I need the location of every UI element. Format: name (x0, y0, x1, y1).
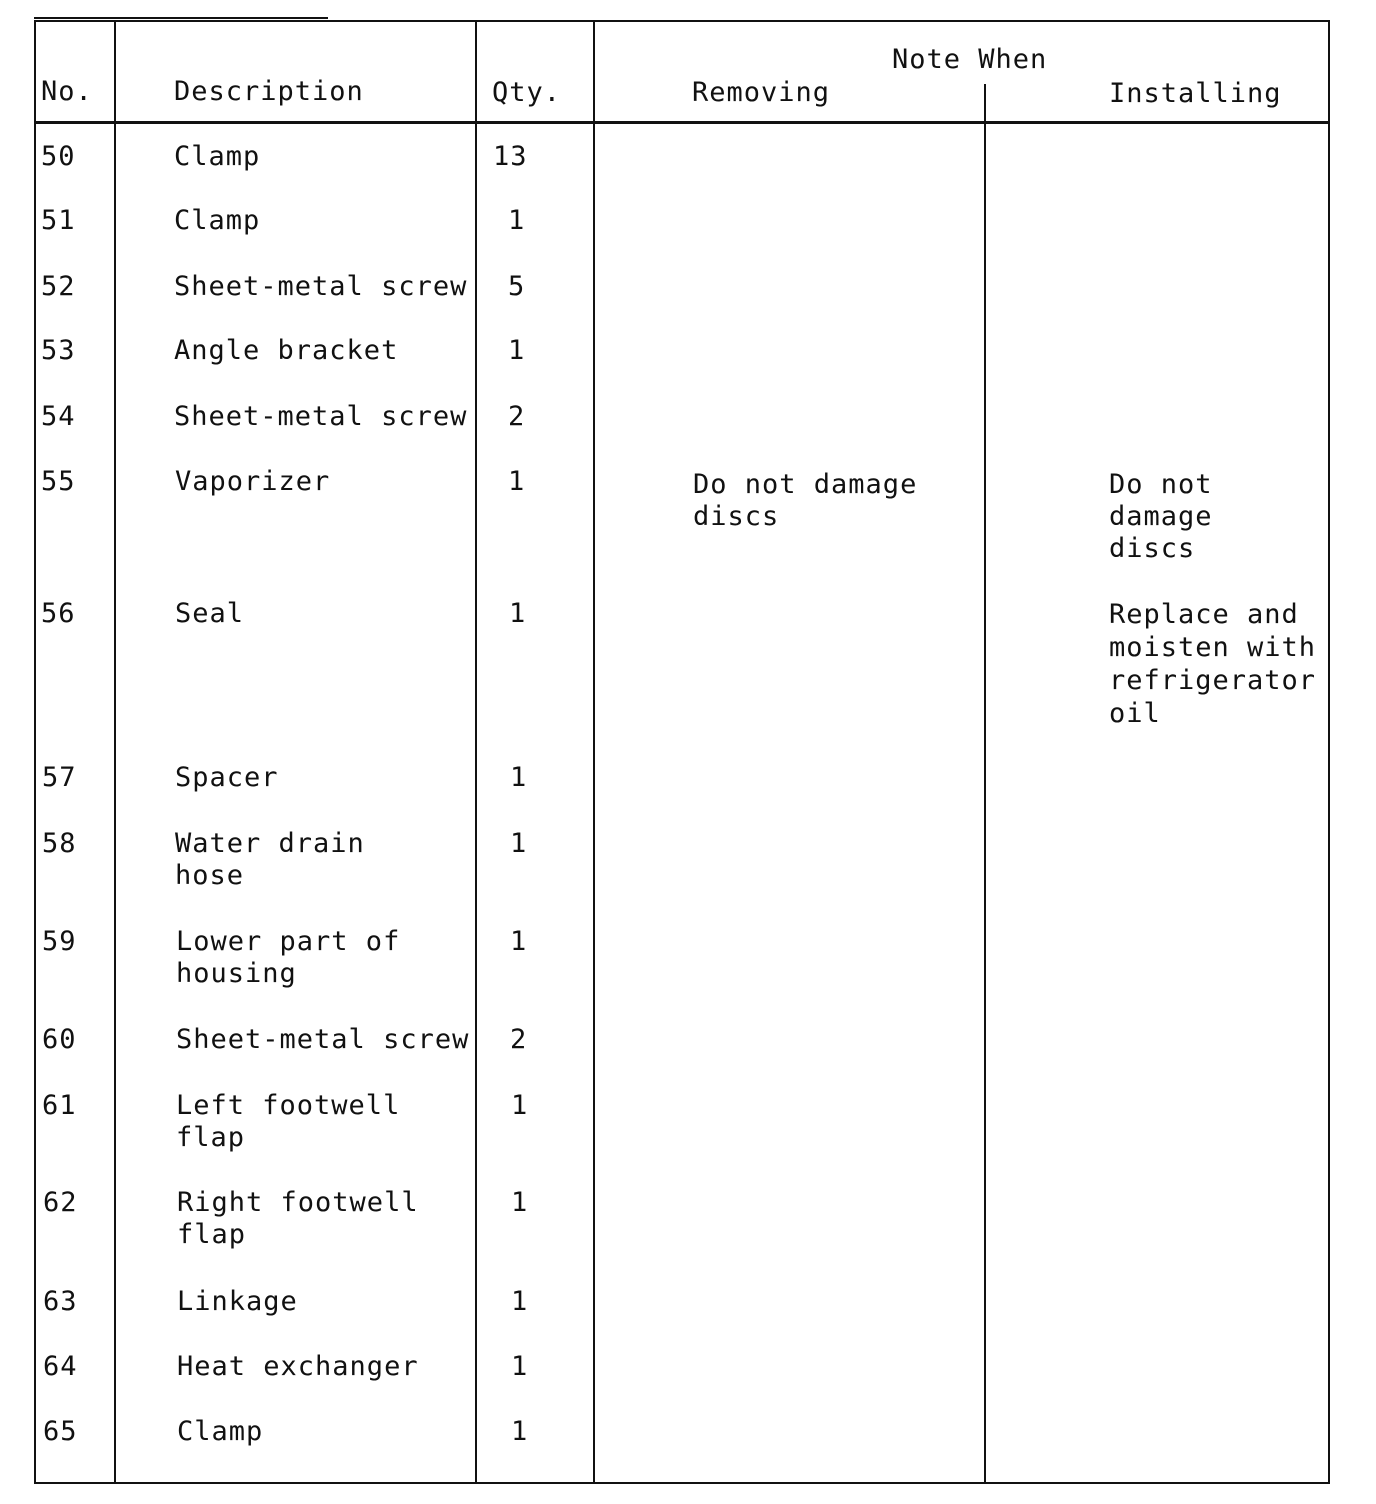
header-removing: Removing (692, 77, 831, 108)
row-description: Clamp (174, 141, 261, 172)
row-no: 60 (42, 1024, 77, 1055)
row-no: 65 (43, 1416, 78, 1447)
header-note-when: Note When (892, 44, 1048, 75)
row-description: Left footwell flap (176, 1090, 401, 1153)
row-description: Right footwell flap (177, 1187, 419, 1250)
row-description: Lower part of housing (176, 926, 401, 989)
row-description: Sheet-metal screw (176, 1024, 470, 1055)
header-qty: Qty. (492, 77, 562, 108)
row-description: Heat exchanger (177, 1351, 419, 1382)
row-qty: 1 (508, 335, 526, 366)
row-no: 57 (42, 762, 77, 793)
row-description: Sheet-metal screw (174, 401, 468, 432)
row-description: Water drain hose (175, 828, 365, 891)
column-rule-removing (984, 84, 986, 1484)
row-qty: 1 (509, 598, 527, 629)
row-note-installing: Replace and moisten with refrigerator oil (1109, 599, 1317, 729)
row-no: 53 (41, 335, 76, 366)
column-rule-no (114, 20, 116, 1484)
row-no: 58 (42, 828, 77, 859)
row-qty: 1 (511, 1286, 529, 1317)
row-note-installing: Do not damage discs (1109, 469, 1213, 564)
row-qty: 1 (511, 1187, 529, 1218)
row-no: 63 (43, 1286, 78, 1317)
row-qty: 1 (511, 1351, 529, 1382)
row-description: Angle bracket (174, 335, 399, 366)
row-qty: 1 (510, 762, 528, 793)
row-qty: 1 (511, 1090, 529, 1121)
row-no: 56 (41, 598, 76, 629)
row-qty: 13 (493, 141, 528, 172)
row-qty: 1 (510, 828, 528, 859)
row-no: 59 (42, 926, 77, 957)
row-qty: 1 (508, 205, 526, 236)
row-qty: 2 (510, 1024, 528, 1055)
row-description: Clamp (174, 205, 261, 236)
row-no: 64 (43, 1351, 78, 1382)
row-description: Linkage (177, 1286, 298, 1317)
row-note-removing: Do not damage discs (693, 469, 918, 532)
row-no: 61 (42, 1090, 77, 1121)
column-rule-qty (593, 20, 595, 1484)
row-qty: 2 (508, 401, 526, 432)
row-no: 50 (41, 141, 76, 172)
row-qty: 1 (511, 1416, 529, 1447)
header-no: No. (41, 76, 93, 107)
header-rule (34, 121, 1330, 124)
header-description: Description (174, 76, 364, 107)
row-qty: 5 (508, 271, 526, 302)
row-no: 51 (41, 205, 76, 236)
row-qty: 1 (510, 926, 528, 957)
row-no: 54 (41, 401, 76, 432)
row-description: Sheet-metal screw (174, 271, 468, 302)
header-installing: Installing (1109, 78, 1282, 109)
column-rule-description (475, 20, 477, 1484)
row-qty: 1 (508, 466, 526, 497)
row-no: 62 (43, 1187, 78, 1218)
row-description: Clamp (177, 1416, 264, 1447)
parts-table (34, 20, 1330, 1484)
row-no: 52 (41, 271, 76, 302)
row-no: 55 (41, 466, 76, 497)
row-description: Seal (175, 598, 245, 629)
row-description: Vaporizer (175, 466, 331, 497)
row-description: Spacer (175, 762, 279, 793)
top-rule-stub (34, 17, 328, 19)
